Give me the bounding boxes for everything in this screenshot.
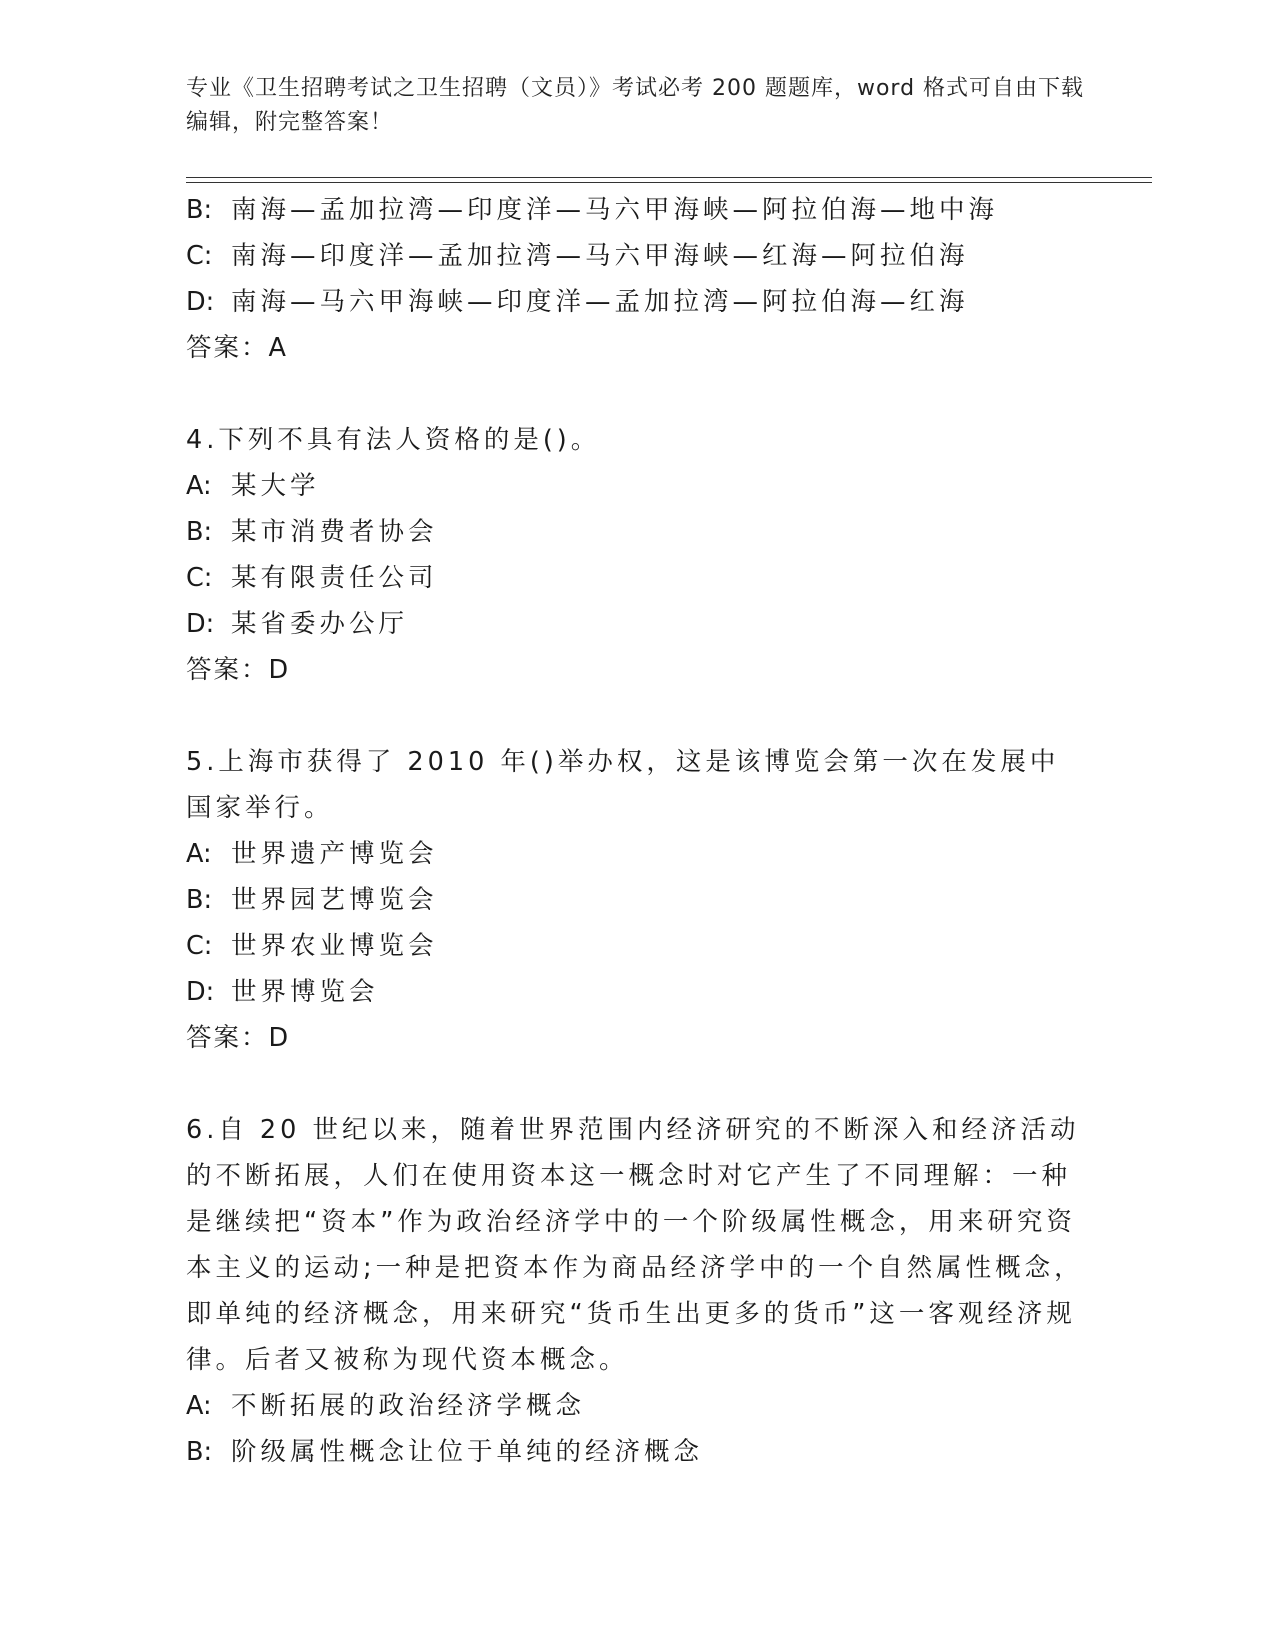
header-rule-bottom [186,182,1152,183]
option-c [186,923,1086,969]
option-letter: C: [186,563,213,593]
option-letter: D: [186,287,215,317]
option-text: 世界遗产博览会 [231,839,438,869]
spacer [186,1061,1086,1107]
question-3-tail [186,187,1086,371]
option-text: 世界园艺博览会 [231,885,438,915]
option-text: 阶级属性概念让位于单纯的经济概念 [231,1437,704,1467]
document-header: 专业《卫生招聘考试之卫生招聘（文员）》考试必考 200 题题库，word 格式可自由下载编辑，附完整答案！ [186,76,1085,135]
option-letter: A: [186,471,212,501]
question-text: 5.上海市获得了 2010 年()举办权，这是该博览会第一次在发展中国家举行。 [186,747,1060,823]
question-list [186,187,1086,1475]
option-letter: D: [186,609,215,639]
option-d [186,279,1086,325]
option-letter: B: [186,195,213,225]
answer-value: D [268,1023,293,1053]
answer-line [186,1015,1086,1061]
option-letter: B: [186,885,213,915]
answer-label: 答案： [186,655,269,685]
question-text: 6.自 20 世纪以来，随着世界范围内经济研究的不断深入和经济活动的不断拓展，人们在使用资本这一概念时对它产生了不同理解：一种是继续把“资本”作为政治经济学中的一个阶级属性概念，用来研究资本主义的运动;一种是把资本作为商品经济学中的一个自然属性概念，即单纯的经济概念，用来研究“货币生出更多的货币”这一客观经济规律。后者又被称为现代资本概念。 [186,1115,1084,1375]
question-4 [186,417,1086,693]
answer-value: A [268,333,290,363]
answer-label: 答案： [186,1023,269,1053]
option-a [186,1383,1086,1429]
option-letter: A: [186,839,212,869]
option-d [186,969,1086,1015]
option-letter: C: [186,931,213,961]
option-text: 南海—马六甲海峡—印度洋—孟加拉湾—阿拉伯海—红海 [231,287,969,317]
option-c [186,233,1086,279]
option-a [186,831,1086,877]
option-b [186,877,1086,923]
question-6 [186,1107,1086,1475]
answer-line [186,647,1086,693]
option-letter: D: [186,977,215,1007]
answer-label: 答案： [186,333,269,363]
option-text: 不断拓展的政治经济学概念 [231,1391,586,1421]
question-text: 4.下列不具有法人资格的是()。 [186,425,601,455]
option-text: 南海—孟加拉湾—印度洋—马六甲海峡—阿拉伯海—地中海 [231,195,999,225]
header-rule-top [186,177,1152,178]
option-b [186,509,1086,555]
option-letter: B: [186,1437,213,1467]
answer-value: D [268,655,293,685]
option-letter: A: [186,1391,212,1421]
option-d [186,601,1086,647]
option-b [186,187,1086,233]
option-text: 某省委办公厅 [231,609,409,639]
option-letter: C: [186,241,213,271]
option-text: 南海—印度洋—孟加拉湾—马六甲海峡—红海—阿拉伯海 [231,241,969,271]
option-a [186,463,1086,509]
option-c [186,555,1086,601]
option-text: 某有限责任公司 [231,563,438,593]
option-text: 某大学 [231,471,320,501]
option-b [186,1429,1086,1475]
option-text: 某市消费者协会 [231,517,438,547]
option-text: 世界博览会 [231,977,379,1007]
question-5 [186,739,1086,1061]
answer-line [186,325,1086,371]
spacer [186,371,1086,417]
spacer [186,693,1086,739]
option-letter: B: [186,517,213,547]
option-text: 世界农业博览会 [231,931,438,961]
